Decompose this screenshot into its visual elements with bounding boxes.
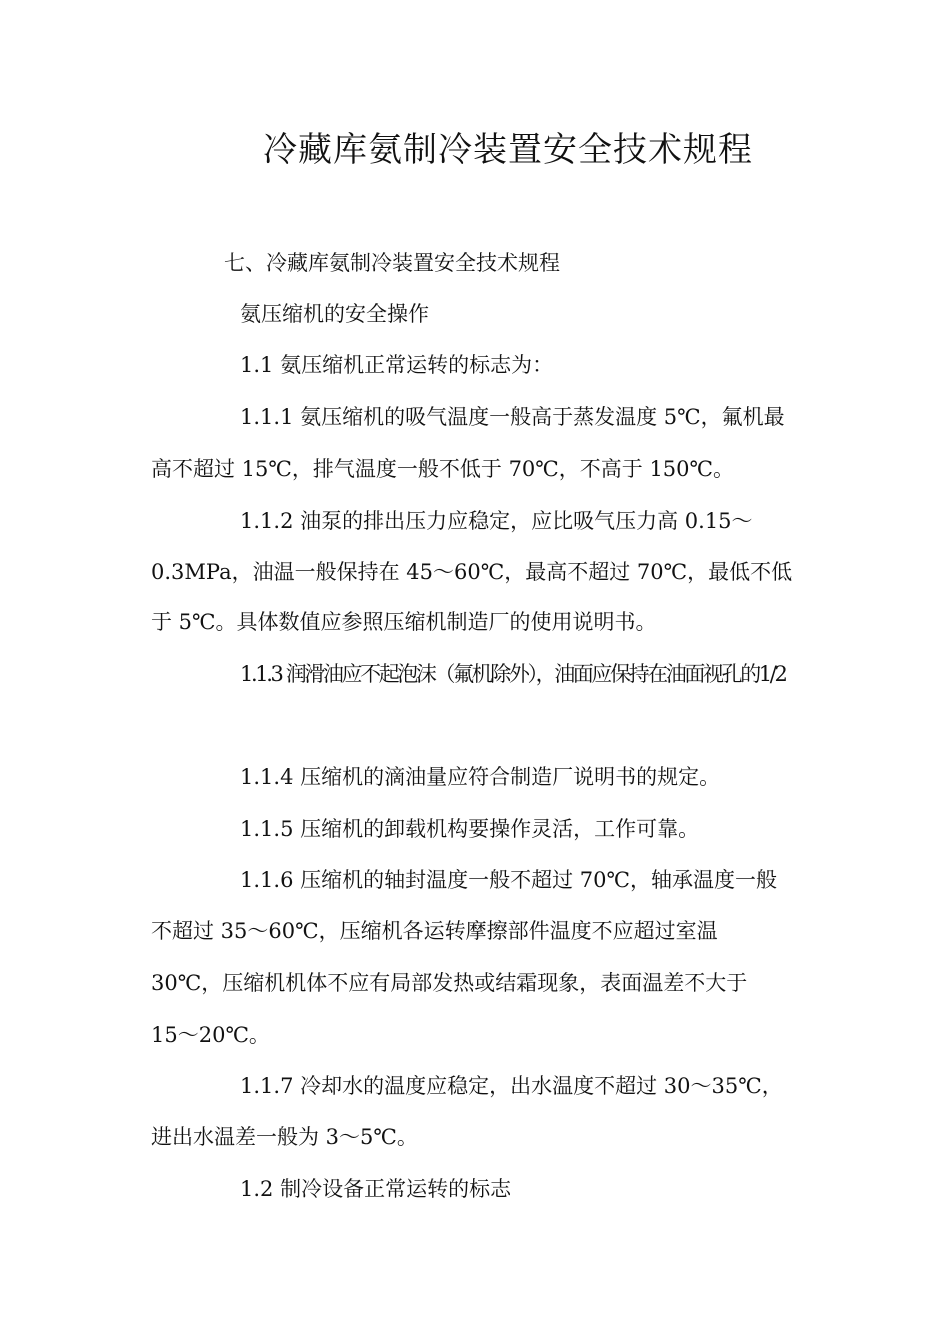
paragraph-line: 1.1.3 润滑油应不起泡沫（氟机除外），油面应保持在油面视孔的1/2 (240, 662, 786, 686)
paragraph-line: 0.3MPa，油温一般保持在 45～60℃，最高不超过 70℃，最低不低 (151, 560, 793, 584)
paragraph-line: 1.1.7 冷却水的温度应稳定，出水温度不超过 30～35℃， (240, 1074, 783, 1098)
paragraph-line: 于 5℃。具体数值应参照压缩机制造厂的使用说明书。 (151, 610, 657, 634)
paragraph-line: 1.1.1 氨压缩机的吸气温度一般高于蒸发温度 5℃，氟机最 (240, 405, 785, 429)
paragraph-line: 30℃，压缩机机体不应有局部发热或结霜现象，表面温差不大于 (151, 971, 748, 995)
paragraph-line: 不超过 35～60℃，压缩机各运转摩擦部件温度不应超过室温 (151, 919, 718, 943)
document-title: 冷藏库氨制冷装置安全技术规程 (263, 130, 753, 170)
paragraph-line: 进出水温差一般为 3～5℃。 (151, 1125, 418, 1149)
paragraph-line: 1.1.2 油泵的排出压力应稳定，应比吸气压力高 0.15～ (240, 509, 753, 533)
paragraph-line: 1.1.4 压缩机的滴油量应符合制造厂说明书的规定。 (240, 765, 721, 789)
paragraph-line: 1.1.6 压缩机的轴封温度一般不超过 70℃，轴承温度一般 (240, 868, 777, 892)
paragraph-line: 15～20℃。 (151, 1023, 270, 1047)
paragraph-line: 高不超过 15℃，排气温度一般不低于 70℃，不高于 150℃。 (151, 457, 735, 481)
section-heading: 七、冷藏库氨制冷装置安全技术规程 (224, 251, 560, 275)
paragraph-line: 1.1 氨压缩机正常运转的标志为： (240, 353, 554, 377)
paragraph-line: 1.2 制冷设备正常运转的标志 (240, 1177, 512, 1201)
subsection-heading: 氨压缩机的安全操作 (240, 302, 429, 326)
paragraph-line: 1.1.5 压缩机的卸载机构要操作灵活，工作可靠。 (240, 817, 700, 841)
